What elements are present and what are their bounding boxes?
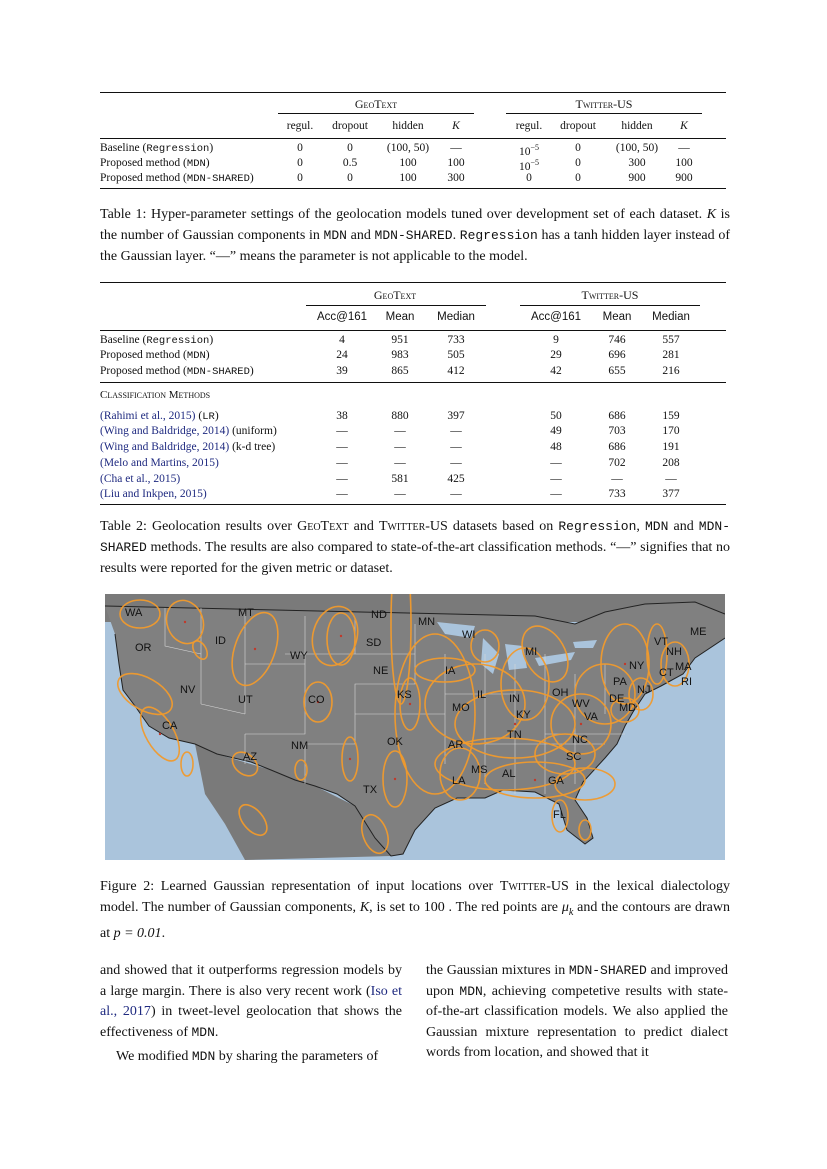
table-cell: 48 — [550, 441, 562, 453]
table-section-title: Classification Methods — [100, 389, 211, 401]
table-cell: (100, 50) — [615, 142, 659, 154]
state-label: AZ — [243, 751, 258, 763]
table-2-caption: Table 2: Geolocation results over GeoText and Twitter-US datasets based on Regression, MDN and MDN-SHARED methods. The results are also compared to state-of-the-art classification methods. “—” signifies that no results were reported for the given metric or dataset. — [100, 519, 731, 576]
mean-point — [534, 779, 536, 781]
mean-point — [624, 663, 626, 665]
table-cell: 0 — [347, 142, 353, 154]
table-cell: (100, 50) — [386, 142, 430, 154]
table-cell: 425 — [447, 473, 465, 485]
table-subheader: Acc@161 — [530, 311, 582, 323]
state-label: OK — [387, 736, 403, 748]
mean-point — [340, 635, 342, 637]
table-cell: 0 — [297, 172, 303, 184]
table-1 — [100, 92, 726, 192]
table-cell: 38 — [336, 410, 348, 422]
body-right-column: the Gaussian mixtures in MDN-SHARED and improved upon MDN, achieving competetive results with state-of-the-art classification models. We also applied the Gaussian mixture representation to predict dialect words from location, and showed that it — [426, 963, 729, 1060]
table-cell: 397 — [447, 410, 465, 422]
table-cell: 0 — [347, 172, 353, 184]
table-subheader: hidden — [392, 120, 424, 132]
table-row-label: (Wing and Baldridge, 2014) (k-d tree) — [100, 441, 276, 453]
table-rule-top — [100, 92, 726, 93]
figure-2-caption: Figure 2: Learned Gaussian representation of input locations over Twitter-US in the lexical dialectology model. The number of Gaussian components, K, is set to 100 . The red points are $\mu_k$ and the contours are drawn at p = 0.01. — [100, 879, 731, 941]
table-cell: — — [394, 441, 406, 453]
state-label: MN — [418, 616, 436, 628]
state-label: VA — [584, 711, 598, 723]
table-cell: 412 — [447, 365, 465, 377]
table-subheader: Mean — [385, 311, 415, 323]
table-group-header-twitter-us: Twitter-US — [581, 288, 639, 302]
paragraph: We modified MDN by sharing the parameters of — [116, 1049, 379, 1064]
table-cell: 746 — [608, 334, 626, 346]
table-cell: 39 — [336, 365, 348, 377]
table-row-label: Baseline (Regression) — [100, 142, 214, 155]
gaussian-map-figure — [105, 594, 725, 860]
table-row-label: Proposed method (MDN) — [100, 349, 210, 362]
table-subheader: Mean — [602, 311, 632, 323]
state-label: WY — [290, 650, 308, 662]
state-label: UT — [238, 694, 253, 706]
table-cell: 170 — [662, 425, 680, 437]
state-label: SD — [366, 637, 382, 649]
table-subheader: regul. — [286, 120, 314, 132]
state-label: NM — [291, 740, 309, 752]
table-cell: 100 — [675, 157, 693, 169]
table-cell: — — [336, 457, 348, 469]
table-row-label — [100, 472, 180, 486]
citation-link[interactable]: (Wing and Baldridge, 2014) — [100, 425, 230, 437]
table-cell: 702 — [608, 457, 626, 469]
state-label: DE — [609, 693, 625, 705]
table-cell: 0 — [575, 172, 581, 184]
citation-link[interactable]: Iso et al., 2017 — [100, 983, 403, 1019]
state-label: NH — [666, 646, 682, 658]
citation-link[interactable]: (Cha et al., 2015) — [100, 473, 181, 485]
state-label: WV — [572, 698, 590, 710]
table-2 — [100, 282, 726, 507]
table-cell: — — [336, 425, 348, 437]
mean-point — [349, 758, 351, 760]
table-subheader: Median — [437, 311, 475, 323]
state-label: ME — [690, 626, 707, 638]
table-cell: — — [665, 473, 677, 485]
table-cell: 865 — [391, 365, 409, 377]
table-group-rule — [306, 305, 486, 306]
table-cell: — — [450, 425, 462, 437]
table-cell: 0 — [297, 142, 303, 154]
table-group-rule — [278, 113, 474, 114]
mean-point — [580, 723, 582, 725]
state-label: IL — [477, 689, 487, 701]
table-cell: 733 — [608, 488, 626, 500]
state-label: WI — [462, 629, 476, 641]
table-cell: — — [394, 488, 406, 500]
table-subheader: Median — [652, 311, 690, 323]
table-group-rule — [506, 113, 702, 114]
table-cell: — — [450, 142, 462, 154]
table-rule-mid — [100, 330, 726, 331]
state-label: NC — [572, 734, 588, 746]
state-label: FL — [553, 809, 566, 821]
table-cell: 159 — [662, 410, 680, 422]
state-label: IA — [445, 665, 456, 677]
state-label: PA — [613, 676, 627, 688]
table-cell: 0 — [575, 142, 581, 154]
state-label: NE — [373, 665, 389, 677]
state-label: SC — [566, 751, 582, 763]
table-rule-section — [100, 382, 726, 383]
table-cell: 951 — [391, 334, 409, 346]
table-cell: 0 — [575, 157, 581, 169]
table-1-caption: Table 1: Hyper-parameter settings of the geolocation models tuned over development set of each dataset. K is the number of Gaussian components in MDN and MDN-SHARED. Regression has a tanh hidden layer instead of the Gaussian layer. “—” means the parameter is not applicable to the model. — [100, 207, 731, 264]
table-cell: 0 — [526, 172, 532, 184]
table-cell: 880 — [391, 410, 409, 422]
table-subheader: K — [680, 120, 688, 132]
table-row-label: Proposed method (MDN) — [100, 157, 210, 170]
table-rule-top — [100, 282, 726, 283]
mean-point — [514, 723, 516, 725]
table-cell: — — [550, 457, 562, 469]
state-label: AR — [448, 739, 464, 751]
table-cell: $10^{-5}$ — [518, 158, 540, 173]
table-subheader: dropout — [332, 120, 368, 132]
table-cell: 281 — [662, 349, 680, 361]
state-label: ID — [215, 635, 226, 647]
mean-point — [409, 703, 411, 705]
table-cell: 42 — [550, 365, 562, 377]
table-cell: 686 — [608, 410, 626, 422]
table-cell: 191 — [662, 441, 680, 453]
state-label: TN — [507, 729, 522, 741]
table-cell: 686 — [608, 441, 626, 453]
state-label: NY — [629, 660, 645, 672]
state-label: MT — [238, 607, 254, 619]
table-cell: — — [394, 457, 406, 469]
table-cell: 29 — [550, 349, 562, 361]
table-cell: 557 — [662, 334, 680, 346]
state-label: RI — [681, 676, 692, 688]
table-cell: 696 — [608, 349, 626, 361]
table-cell: 4 — [339, 334, 345, 346]
table-row-label: Baseline (Regression) — [100, 334, 214, 347]
table-rule-bottom — [100, 504, 726, 505]
state-label: TX — [363, 784, 378, 796]
state-label: NV — [180, 684, 196, 696]
citation-link[interactable]: (Liu and Inkpen, 2015) — [100, 488, 207, 500]
table-group-header-twitter-us: Twitter-US — [575, 97, 633, 111]
table-cell: 900 — [675, 172, 693, 184]
state-label: LA — [452, 775, 466, 787]
table-group-header-geotext: GeoText — [373, 288, 417, 302]
citation-link[interactable]: (Melo and Martins, 2015) — [100, 457, 219, 469]
table-row-label: (Rahimi et al., 2015) (LR) — [100, 410, 219, 423]
table-cell: — — [678, 142, 690, 154]
mean-point — [159, 733, 161, 735]
state-label: NJ — [637, 684, 651, 696]
mean-point — [394, 778, 396, 780]
state-label: MO — [452, 702, 470, 714]
table-row-label: (Wing and Baldridge, 2014) (uniform) — [100, 425, 277, 437]
state-label: CA — [162, 720, 178, 732]
citation-link[interactable]: (Wing and Baldridge, 2014) — [100, 441, 230, 453]
state-label: ND — [371, 609, 387, 621]
table-row-label — [100, 456, 219, 470]
table-cell: 0.5 — [342, 157, 358, 169]
table-cell: 100 — [399, 157, 417, 169]
table-subheader: Acc@161 — [316, 311, 368, 323]
table-cell: $10^{-5}$ — [518, 143, 540, 158]
state-label: MS — [471, 764, 488, 776]
state-label: OR — [135, 642, 152, 654]
table-cell: — — [550, 488, 562, 500]
citation-link[interactable]: (Rahimi et al., 2015) — [100, 410, 196, 422]
table-cell: — — [550, 473, 562, 485]
state-label: MA — [675, 661, 692, 673]
body-left-column: and showed that it outperforms regression models by a large margin. There is also very recent work (Iso et al., 2017) in tweet-level geolocation that shows the effectiveness of MDN. We modified MDN by sharing the parameters of — [100, 961, 402, 1068]
state-label: MI — [525, 646, 538, 658]
table-cell: — — [336, 473, 348, 485]
state-label: MD — [619, 702, 637, 714]
table-cell: 216 — [662, 365, 680, 377]
table-cell: 703 — [608, 425, 626, 437]
state-label: KS — [397, 689, 412, 701]
table-cell: 377 — [662, 488, 680, 500]
table-cell: 983 — [391, 349, 409, 361]
state-label: WA — [125, 607, 143, 619]
table-subheader: hidden — [621, 120, 653, 132]
table-cell: — — [450, 441, 462, 453]
table-cell: — — [336, 488, 348, 500]
table-cell: 50 — [550, 410, 562, 422]
table-cell: — — [450, 488, 462, 500]
state-label: VT — [654, 636, 669, 648]
table-cell: — — [394, 425, 406, 437]
mean-point — [254, 648, 256, 650]
table-cell: 24 — [336, 349, 348, 361]
state-label: CT — [659, 667, 674, 679]
table-cell: 900 — [628, 172, 646, 184]
table-cell: 0 — [297, 157, 303, 169]
state-label: OH — [552, 687, 569, 699]
table-rule-bottom — [100, 188, 726, 189]
table-cell: 300 — [447, 172, 465, 184]
table-cell: 208 — [662, 457, 680, 469]
state-label: CO — [308, 694, 325, 706]
table-subheader: dropout — [560, 120, 596, 132]
table-cell: 300 — [628, 157, 646, 169]
table-cell: 505 — [447, 349, 465, 361]
table-group-header-geotext: GeoText — [354, 97, 398, 111]
table-rule-mid — [100, 138, 726, 139]
table-cell: — — [611, 473, 623, 485]
table-cell: 9 — [553, 334, 559, 346]
table-group-rule — [520, 305, 700, 306]
table-cell: 49 — [550, 425, 562, 437]
table-cell: 581 — [391, 473, 409, 485]
table-cell: — — [450, 457, 462, 469]
table-cell: 655 — [608, 365, 626, 377]
state-label: KY — [516, 709, 531, 721]
table-cell: 100 — [447, 157, 465, 169]
table-cell: — — [336, 441, 348, 453]
table-subheader: regul. — [515, 120, 543, 132]
table-row-label: Proposed method (MDN-SHARED) — [100, 172, 254, 185]
state-label: IN — [509, 693, 520, 705]
table-row-label: Proposed method (MDN-SHARED) — [100, 365, 254, 378]
state-label: AL — [502, 768, 516, 780]
table-row-label — [100, 487, 207, 501]
table-cell: 733 — [447, 334, 465, 346]
mean-point — [184, 621, 186, 623]
state-label: GA — [548, 775, 564, 787]
table-subheader: K — [452, 120, 460, 132]
table-cell: 100 — [399, 172, 417, 184]
